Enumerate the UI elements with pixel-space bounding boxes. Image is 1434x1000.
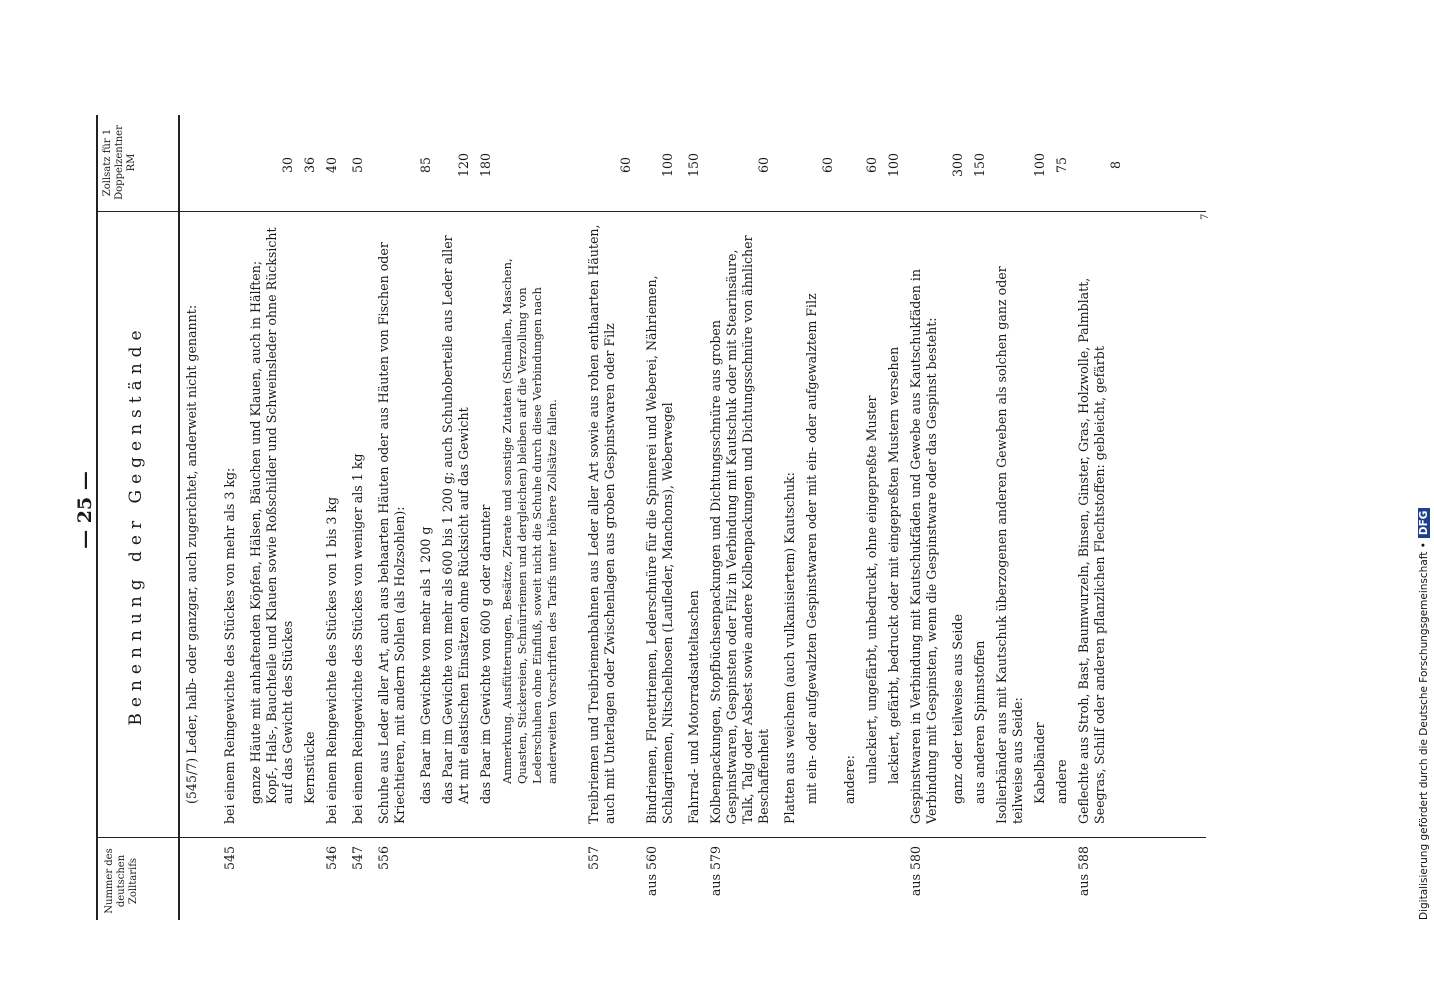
- rotated-table-page: [60, 100, 1280, 920]
- table-row: [1032, 115, 1048, 920]
- header-designation: Benennung der Gegenstände: [126, 324, 146, 726]
- tariff-number: 546: [324, 846, 339, 871]
- table-row: [376, 115, 408, 920]
- tariff-number: 547: [350, 846, 365, 871]
- item-description: mit ein- oder aufgewalzten Gespinstwaren oder mit ein- oder aufgewalztem Filz: [804, 293, 819, 804]
- item-description: (545/7) Leder, halb- oder ganzgar, auch zugerichtet, anderweit nicht genannt:: [184, 304, 199, 804]
- item-description: Fahrrad- und Motorradsatteltaschen: [686, 590, 701, 824]
- duty-rate: 120: [456, 152, 471, 178]
- duty-rate: 50: [350, 156, 365, 174]
- duty-rate: 300: [950, 152, 965, 178]
- item-description: Schuhe aus Leder aller Art, auch aus behaarten Häuten oder aus Häuten von Fischen oder Kriechtieren, mit andern Sohlen (als Holzsohlen):: [376, 242, 407, 824]
- item-description: das Paar im Gewichte von 600 g oder darunter: [478, 504, 493, 804]
- table-row: [994, 115, 1026, 920]
- item-description: Isolierbänder aus mit Kautschuk überzogenen anderen Geweben als solchen ganz oder teilweise aus Seide:: [994, 266, 1025, 824]
- duty-rate: 180: [478, 152, 493, 178]
- duty-rate: 100: [886, 152, 901, 178]
- table-row: [782, 115, 798, 920]
- duty-rate: 40: [324, 156, 339, 174]
- table-row: [440, 115, 472, 920]
- duty-rate: 60: [618, 156, 633, 174]
- table-row: [686, 115, 702, 920]
- item-description: Kolbenpackungen, Stopfbüchsenpackungen und Dichtungsschnüre aus groben Gespinstwaren, Gespinsten oder Filz in Verbindung mit Kautschuk oder mit Stearinsäure, Talk, Talg oder Asbest sowie andere Kolbenpackungen und Dichtungsschnüre von ähnlicher Beschaffenheit: [708, 235, 771, 824]
- header-duty-rate: Zollsatz für 1 Doppelzentner RM: [102, 125, 137, 200]
- digitization-text: Digitalisierung gefördert durch die Deutsche Forschungsgemeinschaft •: [1418, 542, 1430, 920]
- item-description: ganze Häute mit anhaftenden Köpfen, Hälsen, Bäuchen und Klauen, auch in Hälften; Kopf-, Hals-, Bauchteile und Klauen sowie Roßschilder und Schweinsleder ohne Rücksicht auf das Gewicht des Stückes: [248, 227, 295, 804]
- table-row: [478, 115, 494, 920]
- item-description: Geflechte aus Stroh, Bast, Baumwurzeln, Binsen, Ginster, Gras, Holzwolle, Palmblatt, Seegras, Schilf oder anderen pflanzlichen Flechtstoffen: gebleicht, gefärbt: [1076, 277, 1107, 824]
- duty-rate: 60: [756, 156, 771, 174]
- item-description: das Paar im Gewichte von mehr als 600 bis 1 200 g; auch Schuhoberteile aus Leder aller Art mit elastischen Einsätzen ohne Rücksicht auf das Gewicht: [440, 235, 471, 804]
- item-description: das Paar im Gewichte von mehr als 1 200 g: [418, 526, 433, 804]
- table-row: [1076, 115, 1124, 920]
- table-row: [886, 115, 902, 920]
- duty-rate: 60: [864, 156, 879, 174]
- duty-rate: 30: [280, 156, 295, 174]
- table-row: [908, 115, 940, 920]
- item-description: Bindriemen, Florettriemen, Lederschnüre für die Spinnerei und Weberei, Nähriemen, Schlagriemen, Nitschelhosen (Laufleder, Manchons), Weberwegel: [644, 275, 675, 824]
- table-row: [864, 115, 880, 920]
- duty-rate: 8: [1108, 161, 1123, 170]
- dfg-logo: DFG: [1418, 508, 1430, 539]
- item-description: Kernstücke: [302, 731, 317, 804]
- table-row: [644, 115, 676, 920]
- item-description: Gespinstwaren in Verbindung mit Kautschukfäden und Gewebe aus Kautschukfäden in Verbindung mit Gespinsten, wenn die Gespinstware oder das Gespinst besteht:: [908, 269, 939, 824]
- duty-rate: 100: [1032, 152, 1047, 178]
- table-header: [96, 115, 180, 920]
- item-description: lackiert, gefärbt, bedruckt oder mit eingepreßten Mustern versehen: [886, 346, 901, 784]
- item-description: andere: [1054, 759, 1069, 804]
- tariff-number: 545: [222, 846, 237, 871]
- duty-rate: 100: [660, 152, 675, 178]
- table-row: [248, 115, 296, 920]
- table-row: [222, 115, 238, 920]
- item-description: andere:: [842, 755, 857, 804]
- table-row: [500, 115, 580, 920]
- table-row: [972, 115, 988, 920]
- tariff-number: aus 588: [1076, 846, 1091, 897]
- table-row: [302, 115, 318, 920]
- duty-rate: 150: [686, 152, 701, 178]
- item-description: Platten aus weichem (auch vulkanisiertem) Kautschuk:: [782, 472, 797, 824]
- tariff-number: 556: [376, 846, 391, 871]
- item-description: ganz oder teilweise aus Seide: [950, 614, 965, 804]
- footer-mark: 7: [1200, 213, 1211, 220]
- duty-rate: 75: [1054, 156, 1069, 174]
- table-row: [418, 115, 434, 920]
- item-description: aus anderen Spinnstoffen: [972, 640, 987, 804]
- duty-rate: 150: [972, 152, 987, 178]
- table-row: [324, 115, 340, 920]
- header-tariff-number: Nummer des deutschen Zolltarifs: [104, 848, 139, 914]
- tariff-number: aus 580: [908, 846, 923, 897]
- table-row: [184, 115, 216, 920]
- item-description: unlackiert, ungefärbt, unbedruckt, ohne eingepreßte Muster: [864, 395, 879, 784]
- item-description: Kabelbänder: [1032, 722, 1047, 804]
- tariff-number: 557: [586, 846, 601, 871]
- table-row: [708, 115, 772, 920]
- digitization-note: [1418, 20, 1432, 920]
- tariff-number: aus 560: [644, 846, 659, 897]
- table-row: [586, 115, 634, 920]
- item-description: bei einem Reingewichte des Stückes von weniger als 1 kg: [350, 453, 365, 824]
- item-description: Anmerkung. Ausfütterungen, Besätze, Zierate und sonstige Zutaten (Schnallen, Maschen, Quasten, Stickereien, Schnürriemen und dergleichen) bleiben auf die Verzollung von Lederschuhen ohne Einfluß, soweit nicht die Schuhe durch diese Verbindungen nach anderweiten Vorschriften des Tarifs unter höhere Zollsätze fallen.: [500, 258, 559, 784]
- page-number: — 25 —: [74, 471, 96, 549]
- tariff-number: aus 579: [708, 846, 723, 897]
- item-description: Treibriemen und Treibriemenbahnen aus Leder aller Art sowie aus rohen enthaarten Häuten, auch mit Unterlagen oder Zwischenlagen aus groben Gespinstwaren oder Filz: [586, 224, 617, 824]
- table-row: [950, 115, 966, 920]
- table-row: [804, 115, 836, 920]
- duty-rate: 36: [302, 156, 317, 174]
- item-description: bei einem Reingewichte des Stückes von mehr als 3 kg:: [222, 467, 237, 824]
- table-row: [1054, 115, 1070, 920]
- item-description: bei einem Reingewichte des Stückes von 1 bis 3 kg: [324, 496, 339, 824]
- table-row: [842, 115, 858, 920]
- table-row: [350, 115, 366, 920]
- duty-rate: 60: [820, 156, 835, 174]
- duty-rate: 85: [418, 156, 433, 174]
